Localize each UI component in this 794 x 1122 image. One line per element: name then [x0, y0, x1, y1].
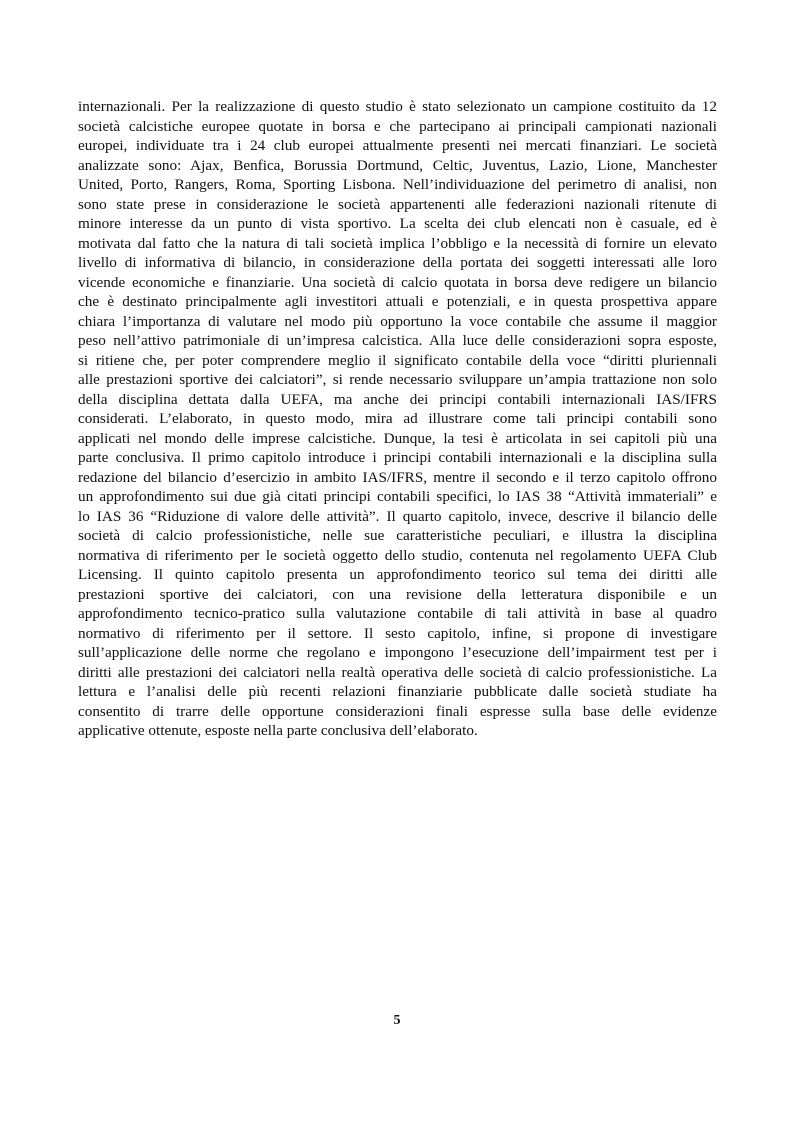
paragraph-line: considerati. L’elaborato, in questo modo, mira ad illustrare come tali principi contabili sono	[78, 410, 717, 427]
paragraph-line: della disciplina dettata dalla UEFA, ma anche dei principi contabili internazionali IAS/IFRS	[78, 390, 717, 408]
paragraph-line: redazione del bilancio d’esercizio in ambito IAS/IFRS, mentre il secondo e il terzo capitolo offrono	[78, 468, 717, 486]
page-number: 5	[393, 1013, 401, 1028]
paragraph-line: diritti alle prestazioni dei calciatori nella realtà operativa delle società di calcio professionistiche. La	[78, 663, 717, 681]
paragraph-line: europei, individuate tra i 24 club europei attualmente presenti nei mercati finanziari. Le società	[78, 137, 717, 154]
paragraph-line: che è destinato principalmente agli investitori attuali e potenziali, e in questa prospettiva appare	[78, 293, 717, 310]
paragraph-line: normativa di riferimento per le società oggetto dello studio, contenuta nel regolamento UEFA Club	[78, 546, 717, 564]
paragraph-line: analizzate sono: Ajax, Benfica, Borussia Dortmund, Celtic, Juventus, Lazio, Lione, Manchester	[78, 156, 717, 174]
paragraph-line: vicende economiche e finanziarie. Una società di calcio quotata in borsa deve redigere un bilancio	[78, 273, 717, 291]
paragraph-line: si ritiene che, per poter comprendere meglio il significato contabile della voce “diritti pluriennali	[78, 351, 717, 369]
paragraph-line: chiara l’importanza di valutare nel modo più opportuno la voce contabile che assume il maggior	[78, 312, 717, 330]
paragraph-line: minore interesse da un punto di vista sportivo. La scelta dei club elencati non è casuale, ed è	[78, 215, 717, 232]
paragraph-line: società calcistiche europee quotate in borsa e che partecipano ai principali campionati nazionali	[78, 117, 717, 135]
paragraph-line: approfondimento tecnico-pratico sulla valutazione contabile di tali attività in base al quadro	[78, 605, 717, 622]
paragraph-line: Licensing. Il quinto capitolo presenta un approfondimento teorico sul tema dei diritti alle	[78, 566, 717, 583]
paragraph-line: motivata dal fatto che la natura di tali società implica l’obbligo e la necessità di fornire un elevato	[78, 234, 717, 252]
paragraph-line: sull’applicazione delle norme che regolano e impongono l’esecuzione dell’impairment test per i	[78, 644, 717, 661]
paragraph-line: lo IAS 36 “Riduzione di valore delle attività”. Il quarto capitolo, invece, descrive il bilancio delle	[78, 507, 717, 525]
paragraph-line: normativo di riferimento per il settore. Il sesto capitolo, infine, si propone di investigare	[78, 624, 717, 642]
paragraph-line: applicati nel mondo delle imprese calcistiche. Dunque, la tesi è articolata in sei capitoli più una	[78, 429, 717, 447]
paragraph-line: società di calcio professionistiche, nelle sue caratteristiche peculiari, e illustra la disciplina	[78, 527, 717, 544]
paragraph-line: consentito di trarre delle opportune considerazioni finali espresse sulla base delle evidenze	[78, 702, 717, 720]
paragraph-line: un approfondimento sui due già citati principi contabili specifici, lo IAS 38 “Attività immateriali” e	[78, 488, 717, 505]
paragraph-line: lettura e l’analisi delle più recenti relazioni finanziarie pubblicate dalle società studiate ha	[78, 683, 717, 700]
paragraph-line: applicative ottenute, esposte nella parte conclusiva dell’elaborato.	[78, 722, 478, 739]
paragraph-line: peso nell’attivo patrimoniale di un’impresa calcistica. Alla luce delle considerazioni sopra esposte,	[78, 332, 717, 349]
paragraph-line: livello di informativa di bilancio, in considerazione della portata dei soggetti interessati alle loro	[78, 254, 717, 271]
body-paragraph	[78, 97, 717, 741]
paragraph-line: prestazioni sportive dei calciatori, con una revisione della letteratura disponibile e un	[78, 585, 717, 603]
paragraph-line: United, Porto, Rangers, Roma, Sporting Lisbona. Nell’individuazione del perimetro di analisi, non	[78, 176, 717, 193]
paragraph-line: internazionali. Per la realizzazione di questo studio è stato selezionato un campione costituito da 12	[78, 98, 717, 115]
paragraph-line: alle prestazioni sportive dei calciatori”, si rende necessario sviluppare un’ampia trattazione non solo	[78, 371, 717, 388]
paragraph-line: sono state prese in considerazione le società appartenenti alle federazioni nazionali ritenute di	[78, 195, 717, 213]
paragraph-line: parte conclusiva. Il primo capitolo introduce i principi contabili internazionali e la disciplina sulla	[78, 449, 717, 466]
